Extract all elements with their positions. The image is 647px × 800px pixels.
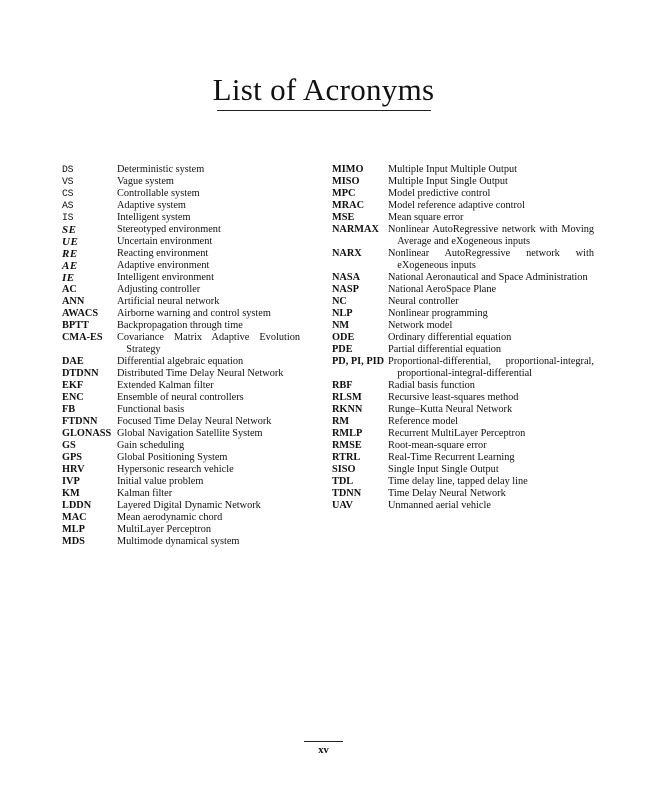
acronym-definition: Runge–Kutta Neural Network: [388, 404, 513, 415]
acronym-abbreviation: AWACS: [62, 308, 99, 319]
acronym-abbreviation: GPS: [62, 452, 83, 463]
acronym-entry: [62, 452, 300, 464]
acronym-entry: [332, 452, 594, 464]
acronym-definition: Reacting environment: [117, 248, 209, 259]
acronym-definition: Vague system: [117, 176, 174, 187]
acronym-entry: [332, 344, 594, 356]
acronym-abbreviation: RTRL: [332, 452, 361, 463]
acronym-entry: [62, 512, 300, 524]
acronym-abbreviation: MRAC: [332, 200, 365, 211]
acronym-definition: Time Delay Neural Network: [388, 488, 506, 499]
acronym-entry: [62, 380, 300, 392]
acronym-abbreviation: KM: [62, 488, 80, 499]
acronym-entry: [332, 164, 594, 176]
acronym-abbreviation: RBF: [332, 380, 353, 391]
acronym-definition: Nonlinear AutoRegressive network with Moving Average and eXogeneous inputs: [388, 224, 594, 247]
acronym-entry: [332, 464, 594, 476]
acronym-definition: Unmanned aerial vehicle: [388, 500, 491, 511]
acronym-abbreviation: SE: [62, 224, 77, 236]
acronym-definition: Intelligent environment: [117, 272, 214, 283]
acronym-definition: Gain scheduling: [117, 440, 185, 451]
acronym-definition: Airborne warning and control system: [117, 308, 271, 319]
acronym-abbreviation: AC: [62, 284, 77, 295]
title-underline: [217, 110, 431, 111]
acronym-definition: Uncertain environment: [117, 236, 213, 247]
acronym-abbreviation: NASA: [332, 272, 361, 283]
acronym-entry: [332, 212, 594, 224]
acronym-abbreviation: NARMAX: [332, 224, 379, 235]
acronym-entry: [62, 296, 300, 308]
acronym-abbreviation: MISO: [332, 176, 360, 187]
acronym-abbreviation: RMSE: [332, 440, 362, 451]
acronym-entry: [332, 200, 594, 212]
acronym-abbreviation: SISO: [332, 464, 356, 475]
acronym-entry: [332, 404, 594, 416]
acronym-definition: Focused Time Delay Neural Network: [117, 416, 272, 427]
acronym-definition: Kalman filter: [117, 488, 173, 499]
acronym-entry: [332, 356, 594, 380]
acronym-abbreviation: NC: [332, 296, 347, 307]
footer-rule: [304, 741, 343, 742]
acronym-definition: Proportional-differential, proportional-integral, proportional-integral-differential: [388, 356, 594, 379]
acronym-abbreviation: DAE: [62, 356, 84, 367]
acronym-entry: [62, 524, 300, 536]
acronym-definition: Adaptive system: [117, 200, 186, 211]
acronym-definition: Deterministic system: [117, 164, 205, 175]
acronym-entry: [62, 200, 300, 212]
acronym-definition: Multimode dynamical system: [117, 536, 240, 547]
acronym-entry: [332, 176, 594, 188]
acronym-abbreviation: RKNN: [332, 404, 363, 415]
acronym-abbreviation: RLSM: [332, 392, 362, 403]
acronym-definition: Layered Digital Dynamic Network: [117, 500, 261, 511]
acronym-entry: [332, 224, 594, 248]
acronym-entry: [62, 224, 300, 236]
acronym-definition: Global Positioning System: [117, 452, 228, 463]
acronym-definition: Reference model: [388, 416, 459, 427]
acronym-abbreviation: IVP: [62, 476, 80, 487]
acronym-entry: [62, 248, 300, 260]
acronym-definition: Multiple Input Single Output: [388, 176, 508, 187]
acronym-entry: [62, 320, 300, 332]
acronym-abbreviation: RM: [332, 416, 350, 427]
acronym-entry: [62, 440, 300, 452]
acronym-definition: Multiple Input Multiple Output: [388, 164, 517, 175]
acronym-entry: [62, 356, 300, 368]
acronym-definition: Ensemble of neural controllers: [117, 392, 244, 403]
acronym-definition: Initial value problem: [117, 476, 204, 487]
acronym-definition: Root-mean-square error: [388, 440, 487, 451]
acronym-abbreviation: UE: [62, 236, 79, 248]
acronym-abbreviation: CMA-ES: [62, 332, 103, 343]
acronym-definition: Network model: [388, 320, 453, 331]
acronym-abbreviation: HRV: [62, 464, 85, 475]
acronym-abbreviation: MLP: [62, 524, 85, 535]
acronym-abbreviation: DTDNN: [62, 368, 99, 379]
acronym-entry: [62, 332, 300, 356]
acronym-entry: [332, 392, 594, 404]
acronym-abbreviation: FTDNN: [62, 416, 98, 427]
acronym-entry: [62, 272, 300, 284]
acronym-entry: [332, 428, 594, 440]
acronym-entry: [62, 536, 300, 548]
acronym-entry: [332, 188, 594, 200]
acronym-entry: [62, 188, 300, 200]
acronym-abbreviation: EKF: [62, 380, 84, 391]
acronym-entry: [332, 488, 594, 500]
acronym-entry: [62, 488, 300, 500]
acronym-abbreviation: FB: [62, 404, 76, 415]
acronym-entry: [62, 392, 300, 404]
acronym-abbreviation: RE: [62, 248, 78, 260]
acronym-abbreviation: TDL: [332, 476, 354, 487]
acronym-abbreviation: PDE: [332, 344, 353, 355]
acronym-abbreviation: ODE: [332, 332, 355, 343]
acronym-abbreviation: GS: [62, 440, 76, 451]
acronym-list-right: [332, 164, 594, 512]
acronym-definition: Hypersonic research vehicle: [117, 464, 234, 475]
acronym-entry: [62, 284, 300, 296]
acronym-list-left: [62, 164, 300, 548]
acronym-definition: Covariance Matrix Adaptive Evolution Strategy: [117, 332, 300, 355]
acronym-definition: Model reference adaptive control: [388, 200, 525, 211]
acronym-abbreviation: GLONASS: [62, 428, 112, 439]
acronym-entry: [62, 416, 300, 428]
acronym-entry: [62, 464, 300, 476]
acronym-abbreviation: DS: [62, 164, 74, 175]
acronym-abbreviation: IS: [62, 212, 74, 223]
acronym-entry: [62, 368, 300, 380]
acronym-definition: Neural controller: [388, 296, 459, 307]
page-number: xv: [318, 745, 329, 756]
acronym-definition: Artificial neural network: [117, 296, 220, 307]
acronym-abbreviation: ENC: [62, 392, 84, 403]
acronym-entry: [332, 332, 594, 344]
acronym-abbreviation: RMLP: [332, 428, 363, 439]
acronym-abbreviation: MDS: [62, 536, 85, 547]
acronym-definition: Partial differential equation: [388, 344, 502, 355]
acronym-abbreviation: AE: [62, 260, 78, 272]
acronym-definition: National Aeronautical and Space Administration: [388, 272, 588, 283]
acronym-entry: [332, 296, 594, 308]
acronym-entry: [62, 260, 300, 272]
acronym-entry: [62, 308, 300, 320]
acronym-entry: [332, 284, 594, 296]
acronym-definition: Functional basis: [117, 404, 185, 415]
acronym-entry: [62, 476, 300, 488]
acronym-abbreviation: PD, PI, PID: [332, 356, 385, 367]
acronym-definition: Adaptive environment: [117, 260, 210, 271]
acronym-entry: [62, 176, 300, 188]
acronym-abbreviation: NLP: [332, 308, 353, 319]
acronym-definition: Differential algebraic equation: [117, 356, 244, 367]
acronym-entry: [332, 308, 594, 320]
acronym-definition: Intelligent system: [117, 212, 191, 223]
acronym-abbreviation: VS: [62, 176, 74, 187]
acronym-abbreviation: MIMO: [332, 164, 364, 175]
acronym-abbreviation: NARX: [332, 248, 362, 259]
acronym-abbreviation: IE: [62, 272, 75, 284]
acronym-definition: Stereotyped environment: [117, 224, 221, 235]
acronym-entry: [332, 500, 594, 512]
acronym-entry: [62, 404, 300, 416]
acronym-abbreviation: TDNN: [332, 488, 362, 499]
acronym-definition: Single Input Single Output: [388, 464, 499, 475]
acronym-entry: [62, 428, 300, 440]
acronym-definition: Radial basis function: [388, 380, 475, 391]
acronym-entry: [62, 500, 300, 512]
acronym-abbreviation: NASP: [332, 284, 359, 295]
acronym-entry: [332, 272, 594, 284]
acronym-abbreviation: UAV: [332, 500, 353, 511]
acronym-entry: [332, 320, 594, 332]
acronym-abbreviation: MPC: [332, 188, 356, 199]
acronym-definition: Ordinary differential equation: [388, 332, 512, 343]
acronym-definition: Recursive least-squares method: [388, 392, 519, 403]
acronym-definition: Real-Time Recurrent Learning: [388, 452, 515, 463]
acronym-definition: Controllable system: [117, 188, 200, 199]
acronym-abbreviation: LDDN: [62, 500, 92, 511]
acronym-abbreviation: ANN: [62, 296, 85, 307]
acronym-definition: Extended Kalman filter: [117, 380, 214, 391]
acronym-abbreviation: BPTT: [62, 320, 89, 331]
acronym-definition: Time delay line, tapped delay line: [388, 476, 528, 487]
acronym-entry: [62, 236, 300, 248]
acronym-definition: Backpropagation through time: [117, 320, 243, 331]
acronym-entry: [332, 416, 594, 428]
acronym-abbreviation: AS: [62, 200, 74, 211]
acronym-definition: Recurrent MultiLayer Perceptron: [388, 428, 526, 439]
acronym-definition: Mean aerodynamic chord: [117, 512, 223, 523]
acronym-abbreviation: NM: [332, 320, 350, 331]
acronym-entry: [62, 164, 300, 176]
acronym-definition: Distributed Time Delay Neural Network: [117, 368, 284, 379]
acronym-definition: Adjusting controller: [117, 284, 201, 295]
acronym-definition: Mean square error: [388, 212, 464, 223]
acronym-definition: MultiLayer Perceptron: [117, 524, 212, 535]
acronym-entry: [62, 212, 300, 224]
acronym-definition: National AeroSpace Plane: [388, 284, 497, 295]
acronym-entry: [332, 440, 594, 452]
acronym-abbreviation: MSE: [332, 212, 355, 223]
acronym-abbreviation: CS: [62, 188, 74, 199]
acronym-definition: Nonlinear AutoRegressive network with eXogeneous inputs: [388, 248, 594, 271]
acronym-definition: Nonlinear programming: [388, 308, 488, 319]
acronym-entry: [332, 380, 594, 392]
acronym-entry: [332, 476, 594, 488]
page-title: List of Acronyms: [212, 72, 435, 107]
acronym-abbreviation: MAC: [62, 512, 87, 523]
acronym-definition: Model predictive control: [388, 188, 491, 199]
acronym-definition: Global Navigation Satellite System: [117, 428, 263, 439]
acronym-entry: [332, 248, 594, 272]
